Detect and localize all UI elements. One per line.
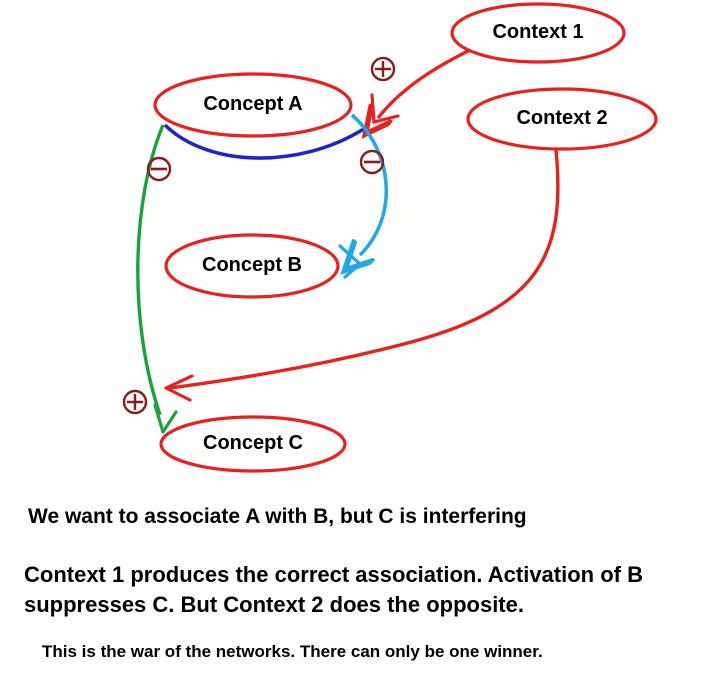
caption-line-3: This is the war of the networks. There can only be one winner.	[42, 642, 543, 661]
node-label-context-1: Context 1	[492, 21, 584, 43]
node-context-1[interactable]	[452, 4, 624, 62]
plus-glyph-context2	[127, 394, 143, 410]
plus-glyph-context1	[375, 61, 391, 77]
node-context-2[interactable]	[468, 89, 656, 149]
node-label-concept-b: Concept B	[202, 254, 302, 276]
edge-context2-to-concept-c	[170, 150, 558, 388]
edge-context1-to-concept-a	[378, 50, 470, 118]
node-label-concept-a: Concept A	[203, 93, 303, 115]
node-concept-c[interactable]	[161, 417, 345, 471]
edge-cyan-arrowhead	[340, 246, 360, 277]
edge-concept-a-to-concept-b-cyan	[352, 115, 386, 255]
node-concept-a[interactable]	[155, 74, 351, 136]
caption-line-1: We want to associate A with B, but C is interfering	[28, 505, 527, 528]
caption-line-2: Context 1 produces the correct association. Activation of B suppresses C. But Context 2 does the opposite.	[24, 562, 643, 617]
node-concept-b[interactable]	[166, 235, 338, 297]
node-label-concept-c: Concept C	[203, 432, 303, 454]
node-label-context-2: Context 2	[516, 107, 608, 129]
